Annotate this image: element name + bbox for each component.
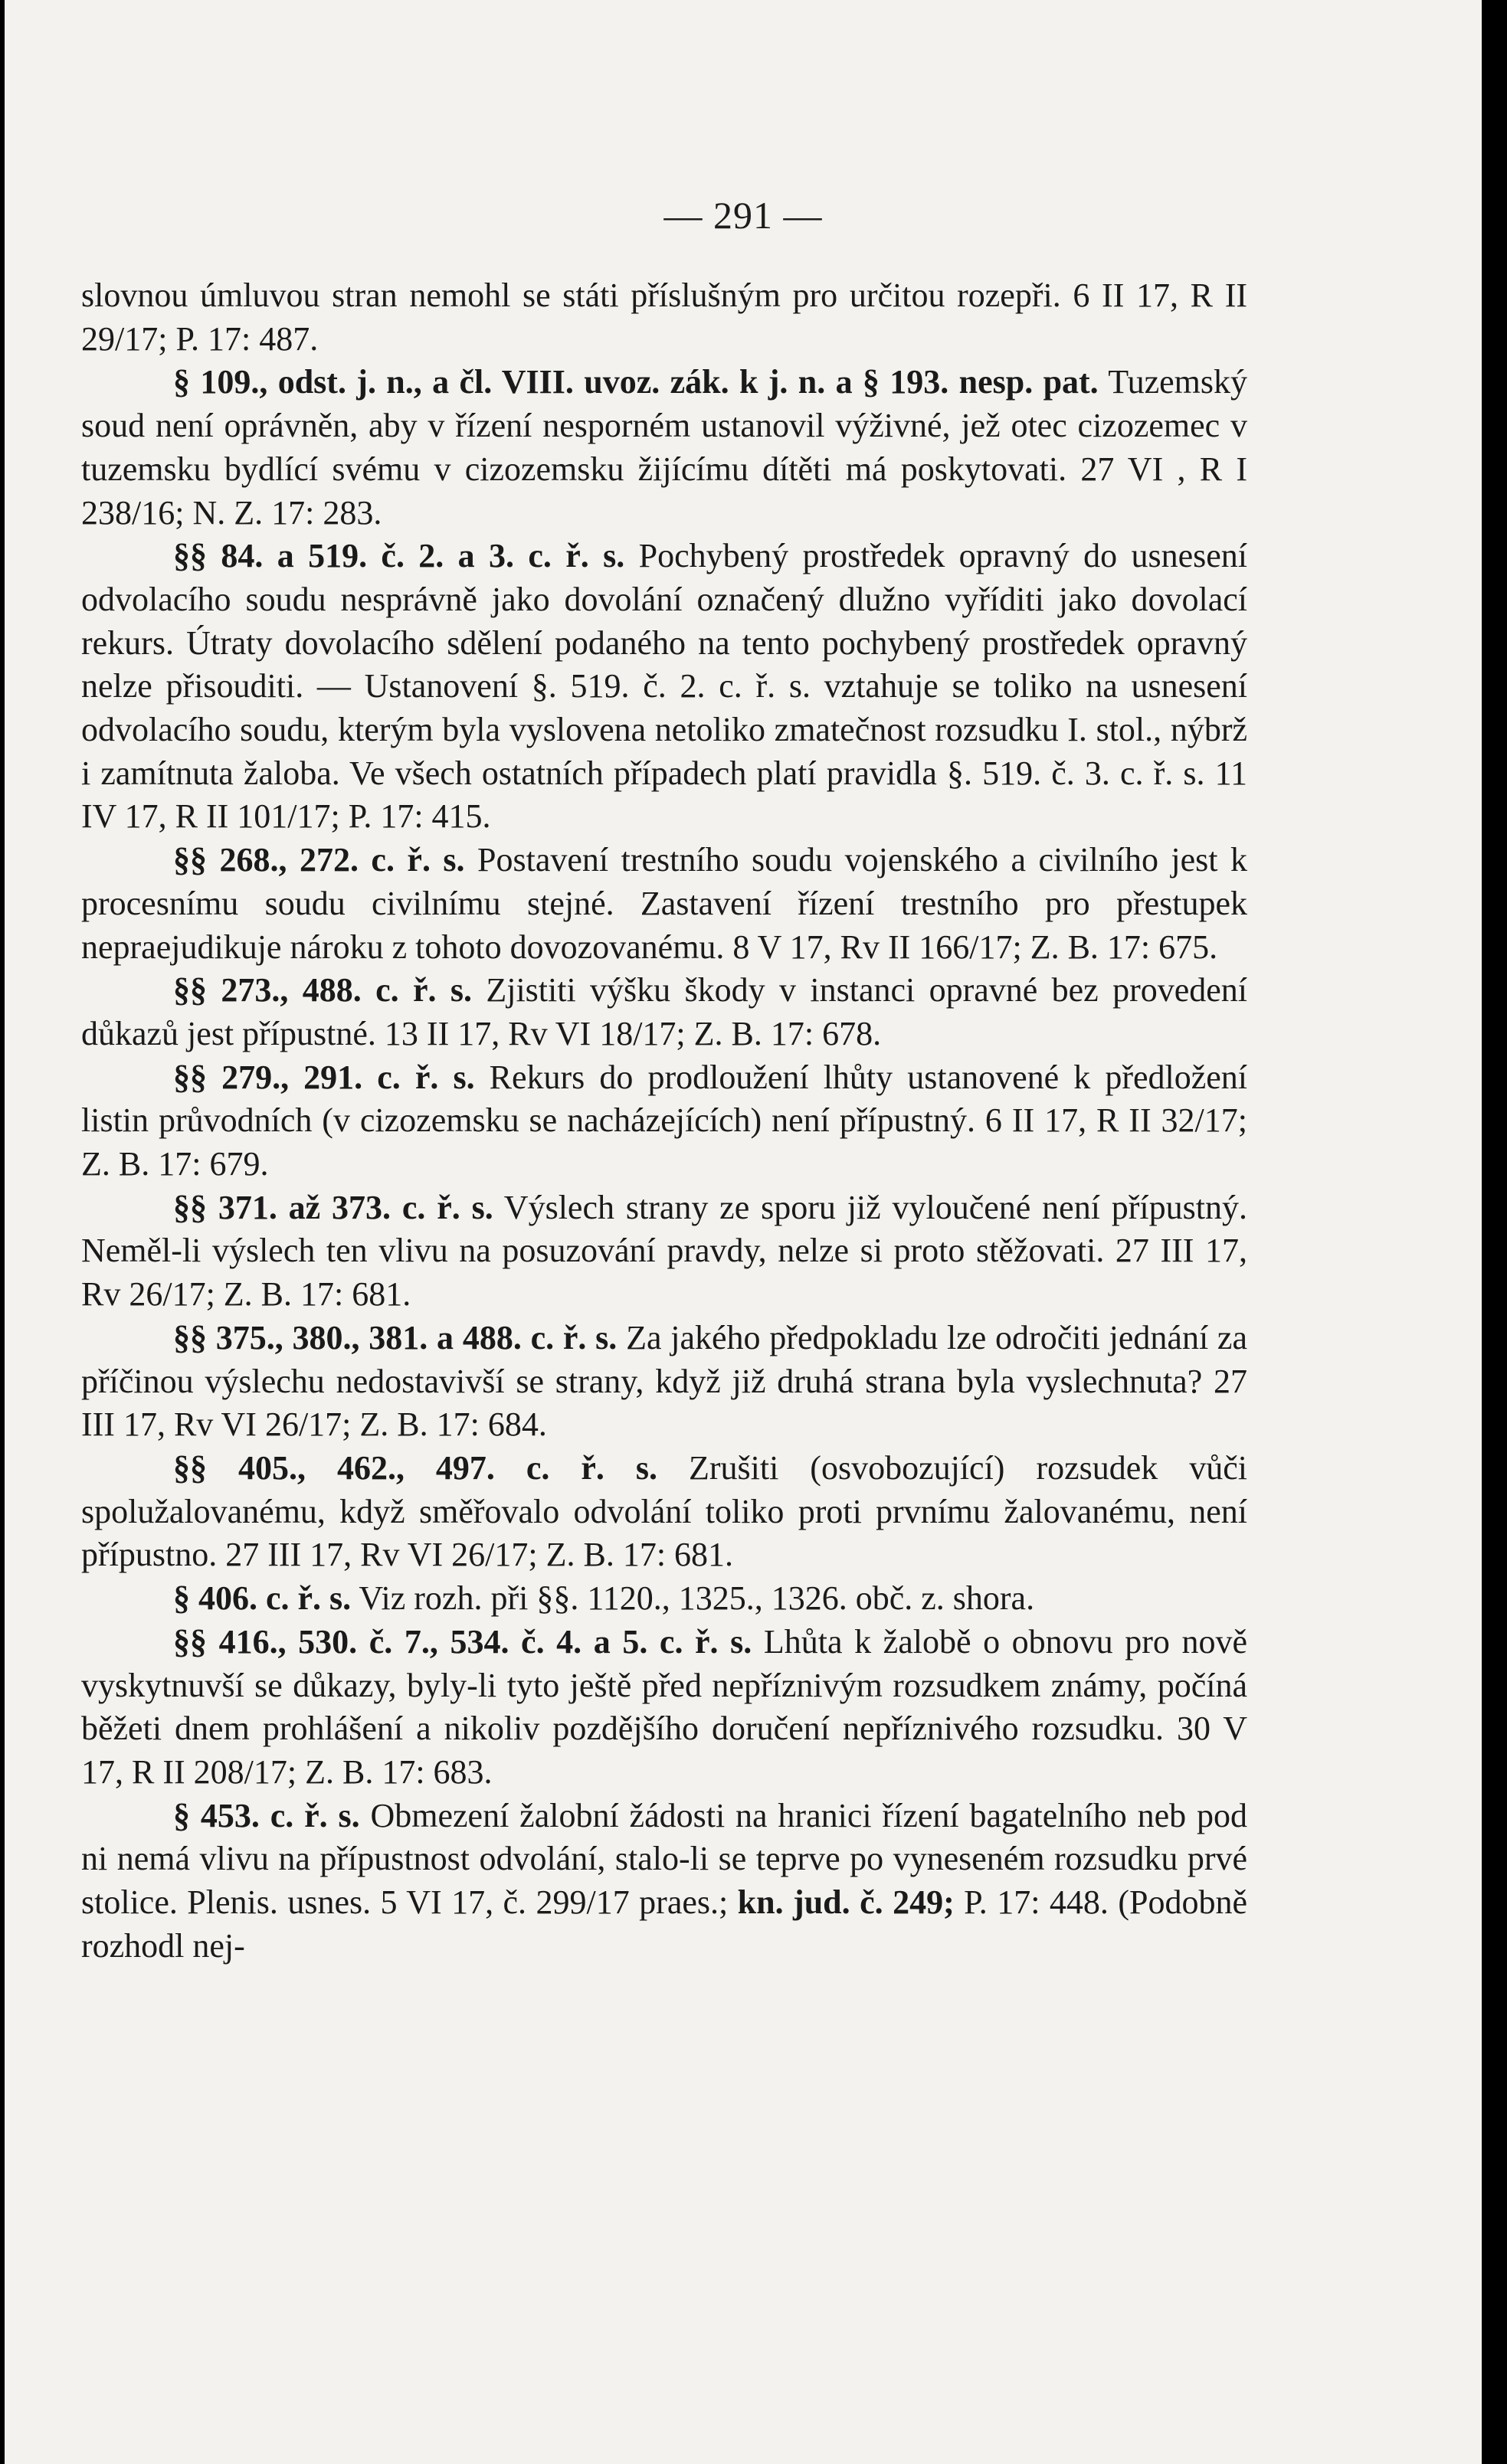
entry-273-488	[81, 969, 1247, 1055]
entry-reference: §§ 416., 530. č. 7., 534. č. 4. a 5. c. ř. s.	[173, 1622, 752, 1661]
entry-text: Rekurs do prodloužení lhůty ustanovené k předložení listin průvodních (v cizozemsku se nacházejících) není přípustný. 6 II 17, R II 32/17; Z. B. 17: 679.	[81, 1058, 1248, 1183]
entry-text: Zrušiti (osvobozující) rozsudek vůči spolužalovanému, když směřovalo odvolání toliko proti prvnímu žalovanému, není přípustno. 27 III 17, Rv VI 26/17; Z. B. 17: 681.	[81, 1448, 1247, 1574]
entry-109	[81, 361, 1247, 535]
entry-text: Tuzemský soud není oprávněn, aby v řízení nesporném ustanovil výživné, jež otec cizozemec v tuzemsku bydlící svému v cizozemsku žijícímu dítěti má poskytovati. 27 VI , R I 238/16; N. Z. 17: 283.	[81, 363, 1247, 532]
entry-text: slovnou úmluvou stran nemohl se státi příslušným pro určitou rozepři. 6 II 17, R II 29/17; P. 17: 487.	[81, 277, 1247, 358]
entry-371-373	[81, 1186, 1247, 1317]
entry-reference-inline: kn. jud. č. 249;	[737, 1883, 955, 1922]
entry-text-continued: P. 17: 448. (Podobně rozhodl nej-	[81, 1883, 1247, 1965]
entry-416-534	[81, 1621, 1247, 1795]
entry-375-488	[81, 1317, 1247, 1447]
entry-405-497	[81, 1447, 1247, 1577]
entry-text: Postavení trestního soudu vojenského a civilního jest k procesnímu soudu civilnímu stejné. Zastavení řízení trestního pro přestupek nepraejudikuje nároku z tohoto dovozovanému. 8 V 17, Rv II 166/17; Z. B. 17: 675.	[81, 841, 1247, 966]
entry-279-291	[81, 1056, 1247, 1186]
entry-text: Lhůta k žalobě o obnovu pro nově vyskytnuvší se důkazy, byly-li tyto ještě před nepříznivým rozsudkem známy, počíná běžeti dnem prohlášení a nikoliv pozdějšího doručení nepříznivého rozsudku. 30 V 17, R II 208/17; Z. B. 17: 683.	[81, 1622, 1248, 1791]
entry-406	[81, 1577, 1247, 1621]
entry-reference: § 453. c. ř. s.	[173, 1796, 360, 1834]
entry-reference: §§ 371. až 373. c. ř. s.	[173, 1188, 493, 1226]
entry-reference: §§ 279., 291. c. ř. s.	[173, 1058, 475, 1096]
entry-text: Pochybený prostředek opravný do usnesení odvolacího soudu nesprávně jako dovolání označený dlužno vyříditi jako dovolací rekurs. Útraty dovolacího sdělení podaného na tento pochybený prostředek opravný nelze přisouditi. — Ustanovení §. 519. č. 2. c. ř. s. vztahuje se toliko na usnesení odvolacího soudu, kterým byla vyslovena netoliko zmatečnost rozsudku I. stol., nýbrž i zamítnuta žaloba. Ve všech ostatních případech platí pravidla §. 519. č. 3. c. ř. s. 11 IV 17, R II 101/17; P. 17: 415.	[81, 537, 1247, 836]
entry-reference: §§ 268., 272. c. ř. s.	[173, 841, 465, 879]
page-number: — 291 —	[663, 194, 823, 237]
entry-268-272	[81, 839, 1247, 969]
entry-text: Výslech strany ze sporu již vyloučené není přípustný. Neměl-li výslech ten vlivu na posuzování pravdy, nelze si proto stěžovati. 27 III 17, Rv 26/17; Z. B. 17: 681.	[81, 1188, 1247, 1314]
text-block	[81, 274, 1247, 1968]
book-page	[5, 0, 1482, 2464]
entry-text: Viz rozh. při §§. 1120., 1325., 1326. obč. z. shora.	[351, 1579, 1035, 1618]
entry-reference: § 406. c. ř. s.	[173, 1579, 352, 1618]
entry-reference: § 109., odst. j. n., a čl. VIII. uvoz. zák. k j. n. a § 193. nesp. pat.	[173, 363, 1099, 401]
entry-reference: §§ 84. a 519. č. 2. a 3. c. ř. s.	[173, 537, 625, 575]
entry-reference: §§ 273., 488. c. ř. s.	[173, 971, 472, 1009]
entry-text: Zjistiti výšku škody v instanci opravné bez provedení důkazů jest přípustné. 13 II 17, Rv VI 18/17; Z. B. 17: 678.	[81, 971, 1248, 1052]
entry-reference: §§ 405., 462., 497. c. ř. s.	[173, 1448, 658, 1487]
entry-453	[81, 1795, 1247, 1968]
entry-text: Za jakého předpokladu lze odročiti jednání za příčinou výslechu nedostavivší se strany, když již druhá strana byla vyslechnuta? 27 III 17, Rv VI 26/17; Z. B. 17: 684.	[81, 1318, 1247, 1444]
entry-text: Obmezení žalobní žádosti na hranici řízení bagatelního neb pod ni nemá vlivu na přípustnost odvolání, stalo-li se teprve po vyneseném rozsudku prvé stolice. Plenis. usnes. 5 VI 17, č. 299/17 praes.;	[81, 1796, 1247, 1922]
entry-reference: §§ 375., 380., 381. a 488. c. ř. s.	[173, 1318, 618, 1356]
entry-84-519	[81, 535, 1247, 839]
entry-continuation	[81, 274, 1247, 361]
